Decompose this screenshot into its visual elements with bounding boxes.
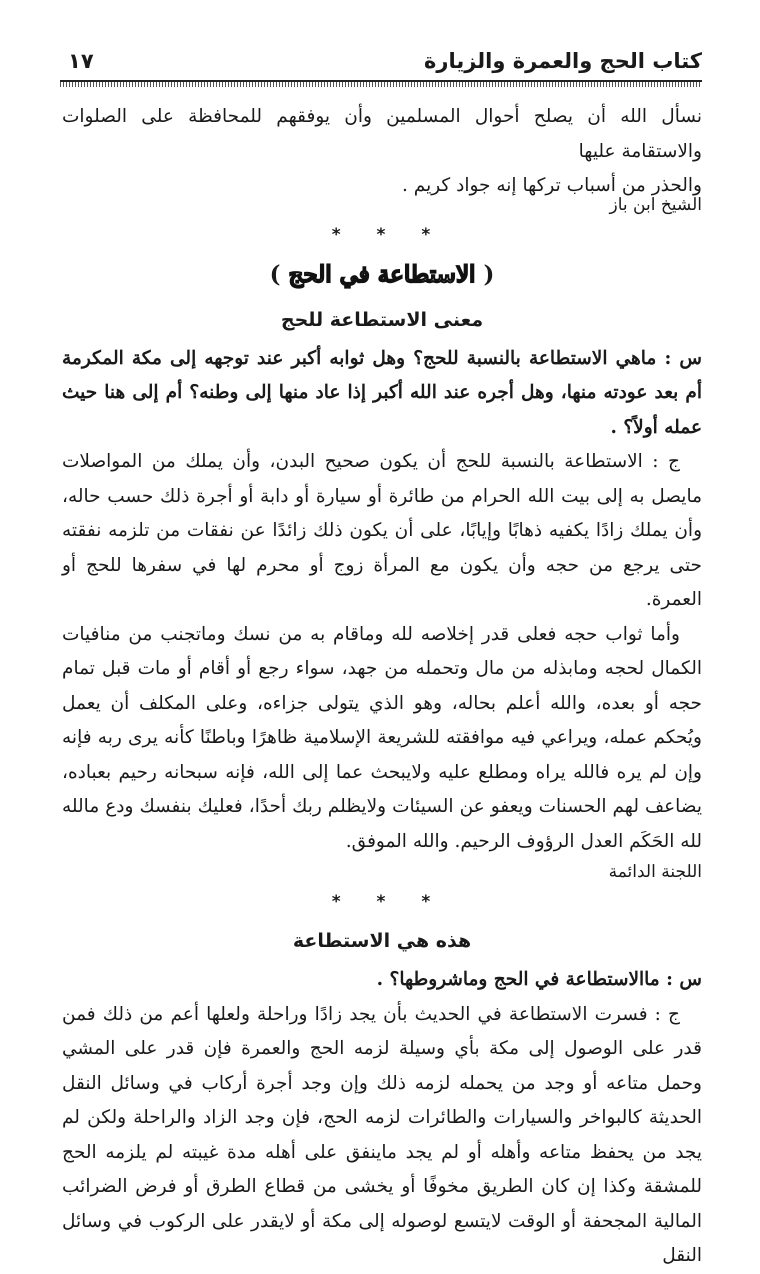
question-2: س : ماالاستطاعة في الحج وماشروطها؟ . (376, 969, 702, 990)
answer-1-paragraph-2: وأما ثواب حجه فعلى قدر إخلاصه لله وماقام به من نسك وماتجنب من منافيات الكمال لحجه ومابذله من مال وتحمله من جهد، سواء رجع أو أقام أو مات قبل تمام حجه أو بعده، والله أعلم بحاله، وهو الذي يتولى جزاءه، وعلى المكلف أن يعمل ويُحكم عمله، ويراعي فيه موافقته للشريعة الإسلامية ظاهرًا وباطنًا كأنه يرى ربه فإنه وإن لم يره فالله يراه ومطلع عليه ولايبحث عما إلى الله، فإنه سبحانه رحيم بعباده، يضاعف لهم الحسنات ويعفو عن السيئات ولايظلم ربك أحدًا، فعليك بنفسك ودع مالله لله الحَكَم العدل الرؤوف الرحيم. والله الموفق. (62, 623, 702, 852)
intro-line-1: نسأل الله أن يصلح أحوال المسلمين وأن يوفقهم للمحافظة على الصلوات والاستقامة عليها (62, 106, 702, 162)
answer-1-paragraph-1: ج : الاستطاعة بالنسبة للحج أن يكون صحيح البدن، وأن يملك من المواصلات مايصل به إلى بيت الله الحرام من طائرة أو سيارة أو دابة أو أجرة ذلك حسب حاله، وأن يملك زادًا يكفيه ذهابًا وإيابًا، على أن يكون ذلك زائدًا عن نفقات من تلزمه نفقته حتى يرجع من حجه وأن يكون مع المرأة زوج أو محرم لها في سفرها للحج أو العمرة. (62, 451, 702, 610)
separator-stars-2: * * * (331, 892, 433, 912)
book-title: كتاب الحج والعمرة والزيارة (423, 49, 702, 73)
header-rule (60, 80, 702, 87)
running-head (60, 46, 702, 80)
chapter-title-text: الاستطاعة في الحج (288, 260, 476, 288)
section-title-meaning: معنى الاستطاعة للحج (280, 308, 484, 331)
question-1: س : ماهي الاستطاعة بالنسبة للحج؟ وهل ثوابه أكبر عند توجهه إلى مكة المكرمة أم بعد عودته منها، وهل أجره عند الله أكبر إذا عاد منها إلى وطنه؟ أم إلى هنا حيث عمله أولاً؟ . (62, 347, 702, 438)
page-content (62, 100, 702, 1274)
signature-standing-committee: اللجنة الدائمة (608, 862, 702, 882)
answer-2: ج : فسرت الاستطاعة في الحديث بأن يجد زادًا وراحلة ولعلها أعم من ذلك فمن قدر على الوصول إلى مكة بأي وسيلة لزمه الحج والعمرة فإن قدر على المشي وحمل متاعه أو وجد من يحمله لزمه ذلك وإن وجد أجرة أركاب في وسائل النقل الحديثة كالبواخر والسيارات والطائرات لزمه الحج، فإن وجد الزاد والراحلة ولكن لم يجد من يحفظ متاعه وأهله أو لم يجد ماينفق على أهله مدة غيبته لم يلزمه الحج للمشقة وكذا إن كان الطريق مخوفًا أو يخشى من قطاع الطرق أو فرض الضرائب المالية المجحفة أو الوقت لايتسع لوصوله إلى مكة أو لايقدر على الركوب في وسائل النقل (62, 1003, 702, 1266)
section-title-this-is-ability: هذه هي الاستطاعة (292, 930, 472, 952)
page-number: ١٧ (68, 49, 94, 73)
intro-line-2: والحذر من أسباب تركها إنه جواد كريم . (402, 175, 702, 196)
separator-stars: * * * (331, 224, 433, 245)
signature-ibn-baz: الشيخ ابن باز (609, 194, 702, 215)
chapter-title (62, 252, 702, 298)
chapter-title-close-paren: ) (269, 260, 281, 288)
chapter-title-open-paren: ( (483, 260, 495, 288)
